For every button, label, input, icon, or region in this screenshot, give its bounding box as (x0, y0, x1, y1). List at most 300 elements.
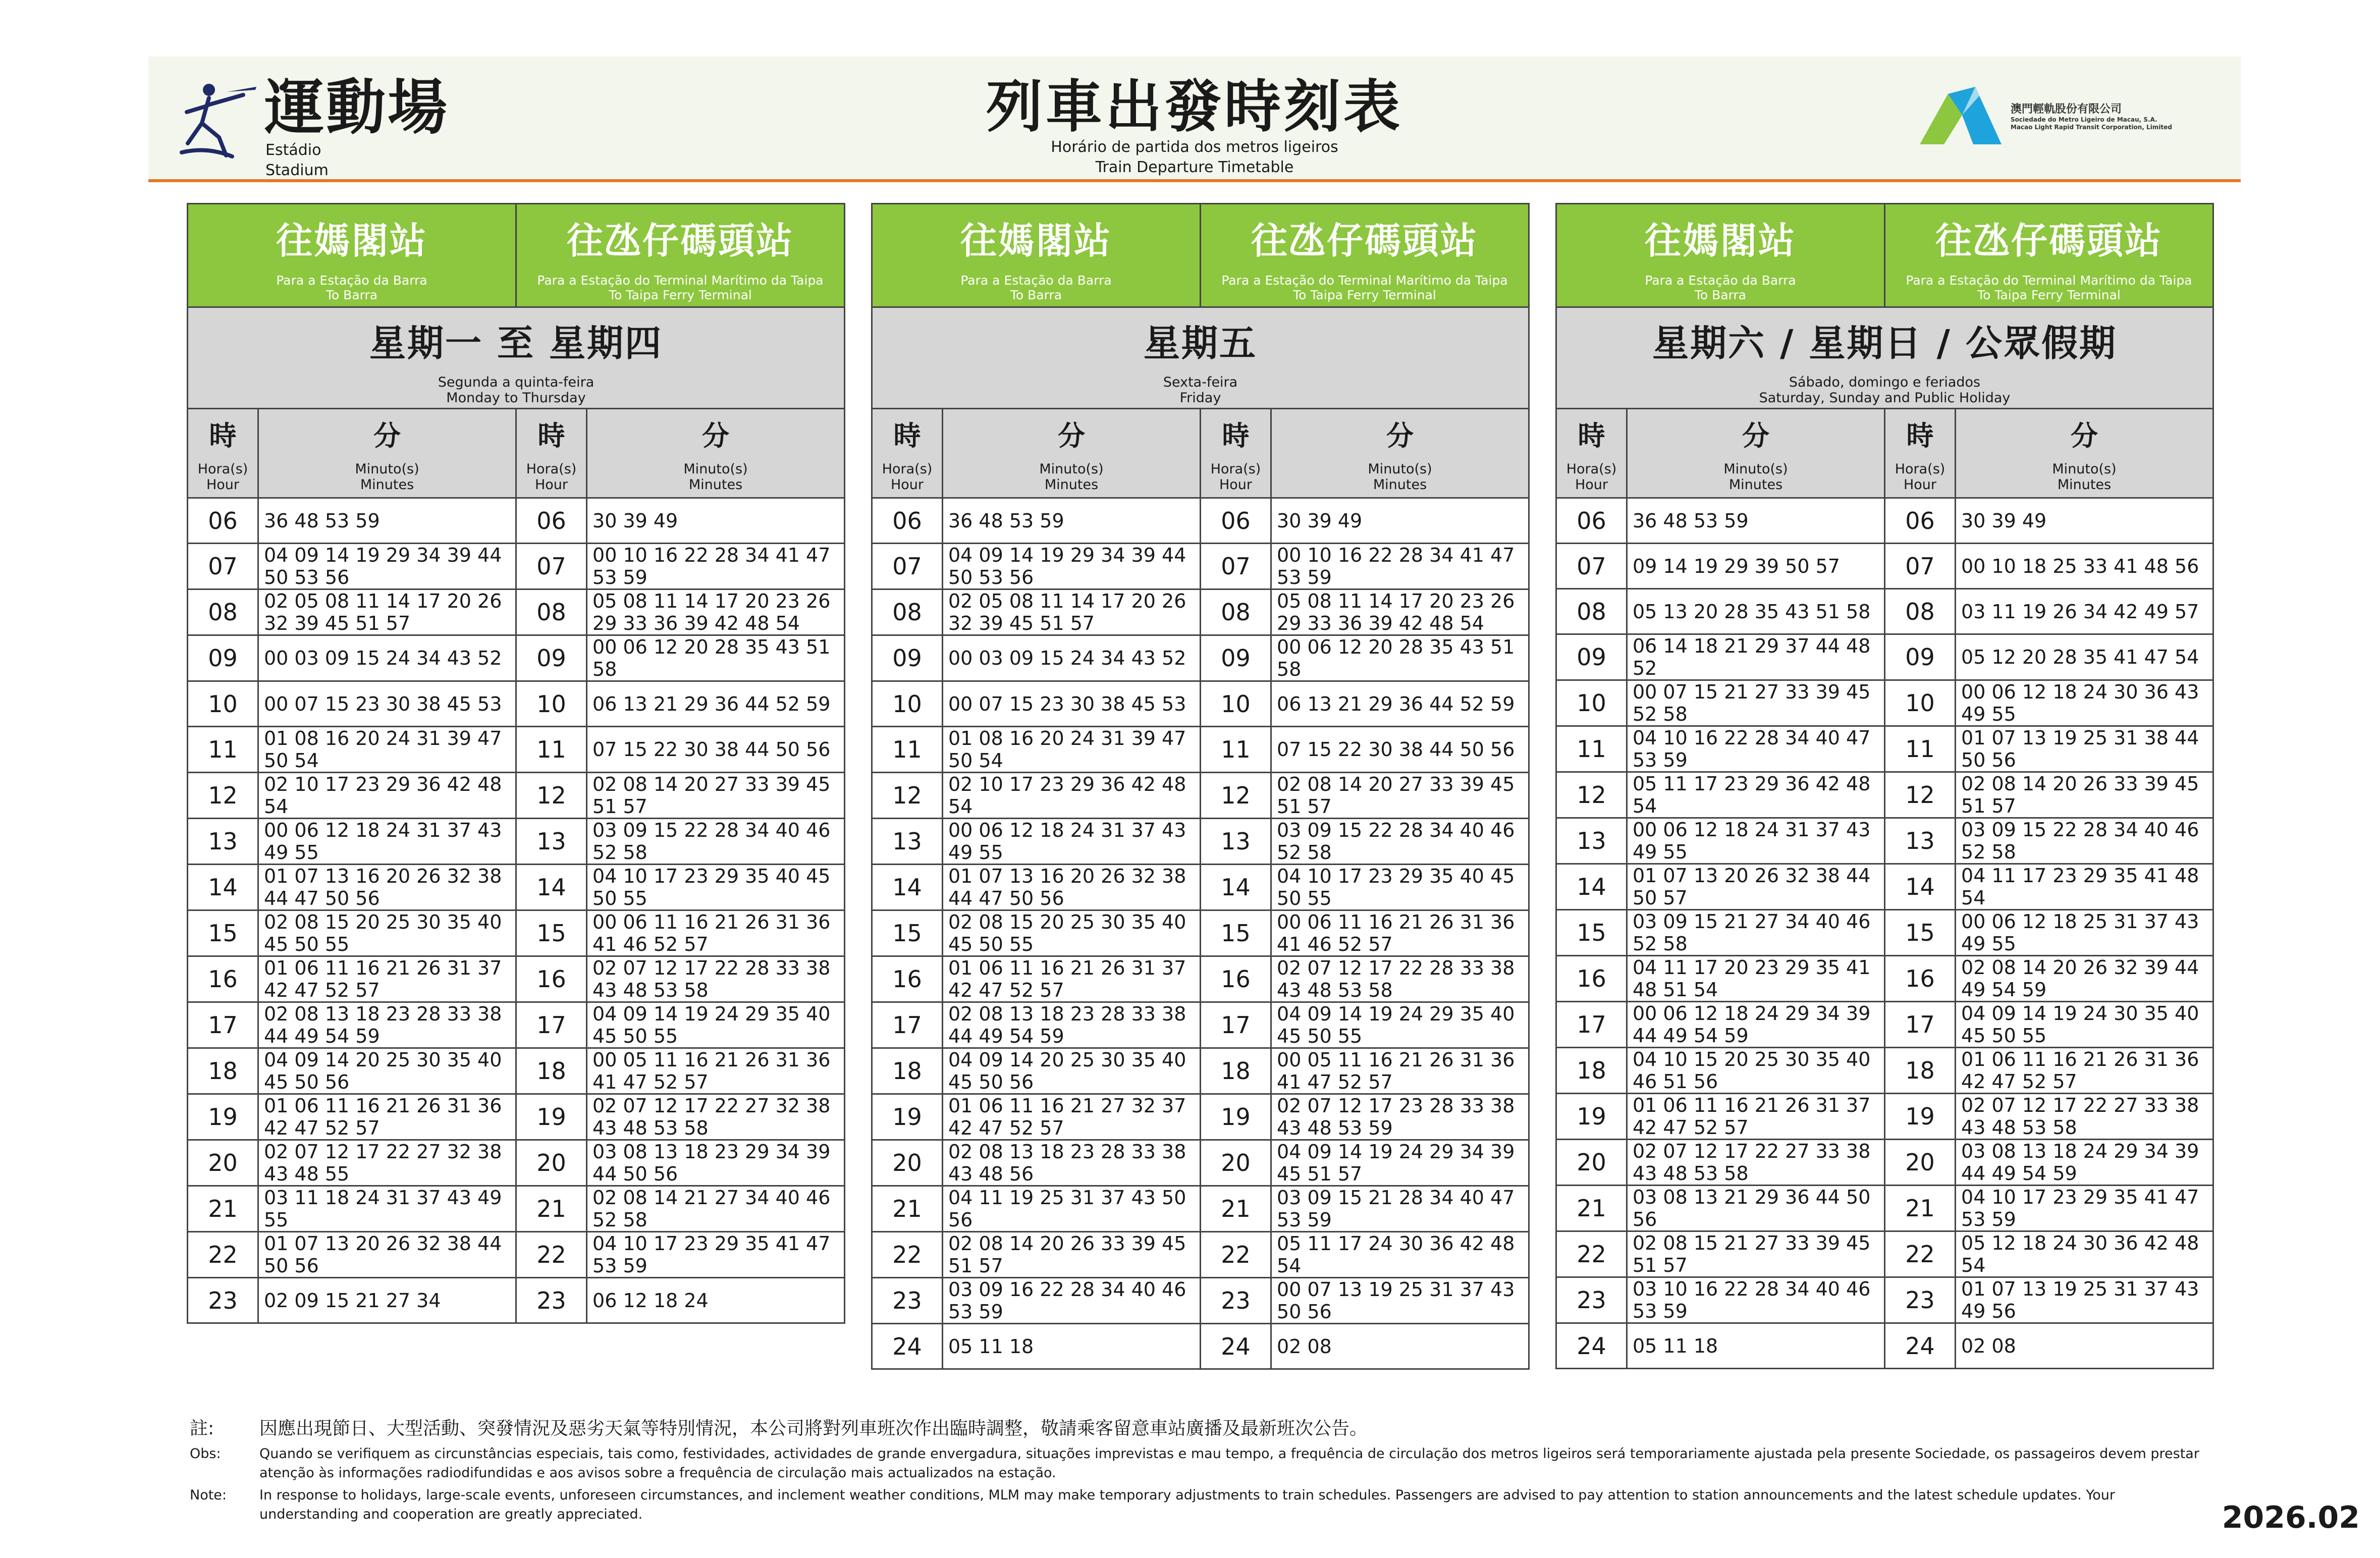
hour-header-en: Hour (1575, 477, 1608, 493)
hour-cell: 08 (188, 589, 258, 635)
minutes-cell-barra: 01 06 11 16 21 26 31 37 42 47 52 57 (1627, 1094, 1885, 1140)
hour-header-en: Hour (1219, 477, 1253, 493)
minutes-cell-barra: 00 06 12 18 24 31 37 43 49 55 (943, 819, 1201, 865)
hour-column-header (1885, 409, 1956, 498)
hour-cell: 22 (1885, 1231, 1956, 1277)
hour-cell: 09 (1201, 635, 1271, 681)
hour-cell: 08 (872, 589, 943, 635)
min-header-pt: Minuto(s) (683, 461, 748, 477)
hour-cell: 19 (188, 1094, 258, 1140)
hour-cell: 13 (1201, 819, 1271, 865)
table-row (188, 1140, 845, 1186)
minutes-cell-barra: 02 08 15 20 25 30 35 40 45 50 55 (943, 910, 1201, 956)
company-name-zh: 澳門輕軌股份有限公司 (2011, 103, 2122, 116)
hour-header-en: Hour (1903, 477, 1937, 493)
minutes-cell-barra: 02 09 15 21 27 34 (258, 1278, 516, 1323)
minutes-cell-barra: 02 07 12 17 22 27 32 38 43 48 55 (258, 1140, 516, 1186)
minutes-cell-barra: 06 14 18 21 29 37 44 48 52 (1627, 634, 1885, 680)
minutes-cell-taipa: 03 08 13 18 24 29 34 39 44 49 54 59 (1956, 1140, 2213, 1186)
note-text-pt: Quando se verifiquem as circunstâncias especiais, tais como, festividades, actividades de grande envergadura, situações imprevistas e mau tempo, a frequência de circulação dos metros ligeiros será temporariamente ajustada pela presente Sociedade, os passageiros devem prestar atenção às informações radiodifundidas e aos avisos sobre a frequência de circulação mais actualizados na estação. (259, 1446, 2199, 1481)
table-row (872, 910, 1529, 956)
company-name-en: Macao Light Rapid Transit Corporation, Limited (2011, 124, 2172, 131)
station-name-pt: Estádio (265, 141, 321, 159)
min-header-pt: Minuto(s) (1039, 461, 1104, 477)
hour-cell: 21 (1201, 1186, 1271, 1232)
hour-cell: 14 (1885, 864, 1956, 910)
minutes-cell-taipa: 02 07 12 17 22 27 32 38 43 48 53 58 (587, 1094, 845, 1140)
hour-cell: 07 (1885, 544, 1956, 589)
direction-name-pt: Para a Estação do Terminal Marítimo da Taipa (537, 273, 824, 288)
table-row (188, 956, 845, 1002)
minutes-cell-taipa: 02 08 14 20 26 33 39 45 51 57 (1956, 772, 2213, 818)
table-row (188, 727, 845, 773)
hour-header-pt: Hora(s) (526, 461, 577, 477)
table-row (1556, 956, 2213, 1002)
hour-cell: 12 (1556, 772, 1627, 818)
minutes-cell-barra: 03 09 15 21 27 34 40 46 52 58 (1627, 910, 1885, 956)
min-header-pt: Minuto(s) (1368, 461, 1432, 477)
hour-cell: 20 (1201, 1140, 1271, 1186)
hour-header-zh: 時 (1906, 420, 1934, 452)
hour-cell: 18 (1556, 1048, 1627, 1094)
hour-cell: 07 (188, 544, 258, 589)
min-header-pt: Minuto(s) (1723, 461, 1788, 477)
table-row (872, 635, 1529, 681)
minutes-cell-taipa: 00 06 12 20 28 35 43 51 58 (1271, 635, 1529, 681)
table-row (188, 1232, 845, 1278)
minutes-cell-taipa: 00 10 16 22 28 34 41 47 53 59 (1271, 544, 1529, 589)
hour-header-pt: Hora(s) (882, 461, 933, 477)
direction-name-zh: 往氹仔碼頭站 (567, 220, 794, 262)
table-row (188, 498, 845, 544)
table-row (872, 589, 1529, 635)
table-row (1556, 726, 2213, 772)
hour-column-header (872, 409, 943, 498)
table-row (872, 1232, 1529, 1278)
minutes-cell-barra: 04 10 15 20 25 30 35 40 46 51 56 (1627, 1048, 1885, 1094)
min-header-pt: Minuto(s) (355, 461, 419, 477)
table-row (1556, 1094, 2213, 1140)
direction-name-en: To Barra (1010, 288, 1062, 302)
table-row (1556, 864, 2213, 910)
table-row (1556, 818, 2213, 864)
direction-name-pt: Para a Estação da Barra (276, 273, 427, 288)
hour-cell: 19 (1885, 1094, 1956, 1140)
direction-name-zh: 往氹仔碼頭站 (1935, 220, 2163, 262)
table-row (188, 1186, 845, 1232)
hour-cell: 10 (872, 681, 943, 727)
hour-cell: 16 (516, 956, 587, 1002)
hour-cell: 14 (516, 865, 587, 910)
minutes-cell-taipa: 00 05 11 16 21 26 31 36 41 47 52 57 (587, 1048, 845, 1094)
hour-cell: 16 (1556, 956, 1627, 1002)
day-type-zh: 星期五 (1144, 322, 1258, 364)
table-row (1556, 1323, 2213, 1369)
minutes-cell-barra: 09 14 19 29 39 50 57 (1627, 544, 1885, 589)
table-row (872, 498, 1529, 544)
table-row (188, 1094, 845, 1140)
minutes-cell-barra: 00 07 15 23 30 38 45 53 (943, 681, 1201, 727)
direction-header (1556, 204, 1885, 307)
minutes-cell-barra: 00 03 09 15 24 34 43 52 (258, 635, 516, 681)
note-text-zh: 因應出現節日、大型活動、突發情況及惡劣天氣等特別情況，本公司將對列車班次作出臨時調整，敬請乘客留意車站廣播及最新班次公告。 (259, 1418, 1368, 1439)
hour-cell: 17 (872, 1002, 943, 1048)
minutes-cell-barra: 01 07 13 16 20 26 32 38 44 47 50 56 (258, 865, 516, 910)
minutes-cell-taipa: 06 13 21 29 36 44 52 59 (1271, 681, 1529, 727)
hour-cell: 12 (872, 773, 943, 819)
table-row (872, 773, 1529, 819)
minutes-cell-taipa: 05 11 17 24 30 36 42 48 54 (1271, 1232, 1529, 1278)
table-row (188, 1278, 845, 1323)
hour-cell: 23 (1556, 1277, 1627, 1323)
hour-column-header (516, 409, 587, 498)
hour-cell: 15 (872, 910, 943, 956)
company-name-pt: Sociedade do Metro Ligeiro de Macau, S.A. (2011, 116, 2157, 123)
hour-cell: 10 (1556, 680, 1627, 726)
hour-cell: 22 (1201, 1232, 1271, 1278)
direction-name-en: To Barra (326, 288, 378, 302)
hour-cell: 20 (516, 1140, 587, 1186)
minutes-column-header (258, 409, 516, 498)
minutes-cell-barra: 03 11 18 24 31 37 43 49 55 (258, 1186, 516, 1232)
hour-cell: 11 (516, 727, 587, 773)
hour-cell: 14 (1201, 865, 1271, 910)
direction-name-zh: 往媽閣站 (276, 220, 428, 262)
hour-cell: 13 (516, 819, 587, 865)
hour-cell: 18 (1201, 1048, 1271, 1094)
table-row (872, 819, 1529, 865)
table-row (872, 1278, 1529, 1324)
hour-cell: 15 (1556, 910, 1627, 956)
minutes-cell-barra: 01 07 13 16 20 26 32 38 44 47 50 56 (943, 865, 1201, 910)
minutes-cell-barra: 04 09 14 20 25 30 35 40 45 50 56 (258, 1048, 516, 1094)
hour-cell: 17 (1885, 1002, 1956, 1048)
hour-header-pt: Hora(s) (1895, 461, 1945, 477)
minutes-cell-barra: 02 10 17 23 29 36 42 48 54 (258, 773, 516, 819)
minutes-cell-taipa: 05 08 11 14 17 20 23 26 29 33 36 39 42 48 54 (587, 589, 845, 635)
day-type-zh: 星期一 至 星期四 (369, 322, 663, 364)
station-name-zh: 運動場 (264, 73, 450, 142)
minutes-column-header (1271, 409, 1529, 498)
minutes-column-header (587, 409, 845, 498)
table-row (188, 1048, 845, 1094)
hour-cell: 07 (516, 544, 587, 589)
minutes-cell-barra: 01 08 16 20 24 31 39 47 50 54 (943, 727, 1201, 773)
hour-cell: 16 (872, 956, 943, 1002)
table-row (188, 589, 845, 635)
hour-cell: 15 (1201, 910, 1271, 956)
page-title: 列車出發時刻表 (986, 74, 1403, 140)
hour-cell: 23 (1885, 1277, 1956, 1323)
table-row (188, 544, 845, 589)
minutes-cell-taipa: 02 08 14 20 27 33 39 45 51 57 (587, 773, 845, 819)
table-row (1556, 544, 2213, 589)
timetable-block (1555, 203, 2212, 1369)
hour-cell: 11 (1556, 726, 1627, 772)
direction-header (1201, 204, 1529, 307)
minutes-cell-taipa: 05 12 18 24 30 36 42 48 54 (1956, 1231, 2213, 1277)
minutes-cell-barra: 00 03 09 15 24 34 43 52 (943, 635, 1201, 681)
hour-cell: 09 (1556, 634, 1627, 680)
minutes-cell-taipa: 30 39 49 (1271, 498, 1529, 544)
table-row (188, 865, 845, 910)
minutes-cell-taipa: 05 12 20 28 35 41 47 54 (1956, 634, 2213, 680)
hour-cell: 06 (1556, 498, 1627, 544)
min-header-en: Minutes (360, 477, 414, 493)
hour-cell: 11 (1885, 726, 1956, 772)
hour-cell: 23 (188, 1278, 258, 1323)
minutes-cell-barra: 01 08 16 20 24 31 39 47 50 54 (258, 727, 516, 773)
minutes-cell-taipa: 06 12 18 24 (587, 1278, 845, 1323)
hour-cell: 17 (516, 1002, 587, 1048)
direction-name-zh: 往媽閣站 (1645, 220, 1797, 262)
min-header-en: Minutes (688, 477, 743, 493)
table-row (872, 1002, 1529, 1048)
minutes-cell-taipa: 04 10 17 23 29 35 41 47 53 59 (1956, 1186, 2213, 1231)
table-row (1556, 1186, 2213, 1231)
day-type-zh: 星期六 / 星期日 / 公眾假期 (1652, 322, 2117, 364)
table-row (1556, 1231, 2213, 1277)
minutes-cell-barra: 01 06 11 16 21 27 32 37 42 47 52 57 (943, 1094, 1201, 1140)
timetable (187, 203, 845, 1324)
day-type-en: Friday (1179, 390, 1221, 406)
minutes-cell-barra: 03 08 13 21 29 36 44 50 56 (1627, 1186, 1885, 1231)
table-row (188, 910, 845, 956)
min-header-en: Minutes (1373, 477, 1427, 493)
hour-header-en: Hour (534, 477, 568, 493)
day-type-header (872, 307, 1529, 409)
timetable-block (871, 203, 1528, 1370)
version-label: 2026.02 (2222, 1500, 2360, 1535)
hour-cell: 06 (872, 498, 943, 544)
hour-cell: 23 (872, 1278, 943, 1324)
direction-header (188, 204, 516, 307)
hour-cell: 24 (1885, 1323, 1956, 1369)
hour-cell: 10 (1885, 680, 1956, 726)
minutes-cell-taipa: 02 08 (1271, 1324, 1529, 1369)
minutes-cell-taipa: 02 08 14 20 27 33 39 45 51 57 (1271, 773, 1529, 819)
table-row (872, 1186, 1529, 1232)
hour-cell: 14 (872, 865, 943, 910)
hour-cell: 12 (188, 773, 258, 819)
note-label-en: Note: (190, 1487, 227, 1503)
hour-cell: 06 (1885, 498, 1956, 544)
hour-cell: 16 (1885, 956, 1956, 1002)
direction-header (1885, 204, 2213, 307)
minutes-cell-barra: 01 06 11 16 21 26 31 37 42 47 52 57 (258, 956, 516, 1002)
minutes-cell-taipa: 04 09 14 19 24 29 35 40 45 50 55 (1271, 1002, 1529, 1048)
minutes-cell-taipa: 03 09 15 22 28 34 40 46 52 58 (587, 819, 845, 865)
direction-name-zh: 往媽閣站 (960, 220, 1112, 262)
hour-column-header (1556, 409, 1627, 498)
minutes-cell-taipa: 03 09 15 22 28 34 40 46 52 58 (1271, 819, 1529, 865)
hour-cell: 06 (516, 498, 587, 544)
hour-column-header (1201, 409, 1271, 498)
hour-cell: 17 (188, 1002, 258, 1048)
minutes-cell-barra: 04 11 19 25 31 37 43 50 56 (943, 1186, 1201, 1232)
hour-cell: 12 (516, 773, 587, 819)
minutes-cell-taipa: 00 06 11 16 21 26 31 36 41 46 52 57 (1271, 910, 1529, 956)
note-text-en: In response to holidays, large-scale events, unforeseen circumstances, and inclement weather conditions, MLM may make temporary adjustments to train schedules. Passengers are advised to pay attention to station announcements and the latest schedule updates. Your understanding and cooperation are greatly appreciated. (259, 1487, 2116, 1522)
table-row (188, 819, 845, 865)
table-row (1556, 589, 2213, 634)
table-row (1556, 680, 2213, 726)
minutes-cell-barra: 01 06 11 16 21 26 31 36 42 47 52 57 (258, 1094, 516, 1140)
page-header (148, 57, 2241, 182)
direction-header (516, 204, 845, 307)
minutes-cell-taipa: 04 09 14 19 24 30 35 40 45 50 55 (1956, 1002, 2213, 1048)
hour-cell: 19 (1556, 1094, 1627, 1140)
minutes-cell-taipa: 00 07 13 19 25 31 37 43 50 56 (1271, 1278, 1529, 1324)
hour-cell: 19 (1201, 1094, 1271, 1140)
timetable (871, 203, 1530, 1370)
hour-cell: 21 (188, 1186, 258, 1232)
minutes-cell-taipa: 03 09 15 21 28 34 40 47 53 59 (1271, 1186, 1529, 1232)
minutes-cell-barra: 00 06 12 18 24 31 37 43 49 55 (258, 819, 516, 865)
hour-cell: 22 (1556, 1231, 1627, 1277)
hour-cell: 13 (1885, 818, 1956, 864)
minutes-cell-barra: 02 08 14 20 26 33 39 45 51 57 (943, 1232, 1201, 1278)
direction-name-en: To Taipa Ferry Terminal (1977, 288, 2121, 302)
minutes-cell-barra: 05 11 18 (943, 1324, 1201, 1369)
minutes-cell-barra: 02 08 13 18 23 28 33 38 44 49 54 59 (943, 1002, 1201, 1048)
hour-cell: 18 (188, 1048, 258, 1094)
hour-cell: 11 (872, 727, 943, 773)
hour-cell: 13 (1556, 818, 1627, 864)
minutes-cell-barra: 04 09 14 19 29 34 39 44 50 53 56 (943, 544, 1201, 589)
table-row (872, 1324, 1529, 1369)
table-row (872, 681, 1529, 727)
hour-cell: 12 (1885, 772, 1956, 818)
hour-cell: 09 (188, 635, 258, 681)
notes (190, 1416, 2203, 1527)
table-row (188, 681, 845, 727)
hour-cell: 21 (516, 1186, 587, 1232)
title-en: Train Departure Timetable (1095, 158, 1294, 176)
minutes-cell-taipa: 04 10 17 23 29 35 40 45 50 55 (587, 865, 845, 910)
minutes-cell-taipa: 07 15 22 30 38 44 50 56 (1271, 727, 1529, 773)
timetable (1555, 203, 2214, 1369)
hour-cell: 16 (188, 956, 258, 1002)
minutes-cell-taipa: 00 10 16 22 28 34 41 47 53 59 (587, 544, 845, 589)
min-header-zh: 分 (702, 420, 730, 452)
minutes-cell-barra: 00 06 12 18 24 31 37 43 49 55 (1627, 818, 1885, 864)
table-row (1556, 1277, 2213, 1323)
minutes-cell-taipa: 00 06 11 16 21 26 31 36 41 46 52 57 (587, 910, 845, 956)
minutes-column-header (1956, 409, 2213, 498)
minutes-cell-taipa: 04 09 14 19 24 29 34 39 45 51 57 (1271, 1140, 1529, 1186)
hour-cell: 08 (1556, 589, 1627, 634)
minutes-cell-barra: 04 09 14 20 25 30 35 40 45 50 56 (943, 1048, 1201, 1094)
hour-header-pt: Hora(s) (1566, 461, 1617, 477)
minutes-cell-taipa: 02 08 14 21 27 34 40 46 52 58 (587, 1186, 845, 1232)
table-row (872, 1048, 1529, 1094)
min-header-pt: Minuto(s) (2052, 461, 2117, 477)
minutes-cell-taipa: 03 11 19 26 34 42 49 57 (1956, 589, 2213, 634)
day-type-pt: Sexta-feira (1163, 374, 1238, 390)
minutes-cell-taipa: 01 07 13 19 25 31 38 44 50 56 (1956, 726, 2213, 772)
minutes-cell-taipa: 02 07 12 17 22 27 33 38 43 48 53 58 (1956, 1094, 2213, 1140)
minutes-cell-barra: 05 13 20 28 35 43 51 58 (1627, 589, 1885, 634)
hour-cell: 11 (1201, 727, 1271, 773)
direction-name-pt: Para a Estação do Terminal Marítimo da Taipa (1906, 273, 2192, 288)
hour-cell: 07 (1201, 544, 1271, 589)
hour-header-en: Hour (206, 477, 240, 493)
hour-cell: 06 (188, 498, 258, 544)
minutes-cell-barra: 36 48 53 59 (258, 498, 516, 544)
direction-name-en: To Taipa Ferry Terminal (609, 288, 752, 302)
hour-cell: 07 (1556, 544, 1627, 589)
minutes-cell-barra: 03 10 16 22 28 34 40 46 53 59 (1627, 1277, 1885, 1323)
minutes-cell-barra: 36 48 53 59 (1627, 498, 1885, 544)
minutes-cell-barra: 02 05 08 11 14 17 20 26 32 39 45 51 57 (943, 589, 1201, 635)
minutes-cell-taipa: 04 09 14 19 24 29 35 40 45 50 55 (587, 1002, 845, 1048)
hour-cell: 13 (188, 819, 258, 865)
minutes-cell-barra: 03 09 16 22 28 34 40 46 53 59 (943, 1278, 1201, 1324)
hour-cell: 20 (1885, 1140, 1956, 1186)
table-row (1556, 1002, 2213, 1048)
hour-cell: 10 (1201, 681, 1271, 727)
day-type-en: Monday to Thursday (446, 390, 586, 406)
min-header-en: Minutes (1728, 477, 1783, 493)
hour-cell: 24 (1201, 1324, 1271, 1369)
minutes-cell-taipa: 04 11 17 23 29 35 41 48 54 (1956, 864, 2213, 910)
table-row (1556, 498, 2213, 544)
minutes-cell-barra: 02 10 17 23 29 36 42 48 54 (943, 773, 1201, 819)
hour-cell: 17 (1556, 1002, 1627, 1048)
hour-column-header (188, 409, 258, 498)
hour-cell: 08 (1885, 589, 1956, 634)
direction-name-en: To Taipa Ferry Terminal (1293, 288, 1436, 302)
title-pt: Horário de partida dos metros ligeiros (1051, 138, 1338, 156)
minutes-cell-taipa: 02 07 12 17 22 28 33 38 43 48 53 58 (1271, 956, 1529, 1002)
direction-name-pt: Para a Estação do Terminal Marítimo da Taipa (1221, 273, 1508, 288)
day-type-en: Saturday, Sunday and Public Holiday (1759, 390, 2011, 406)
hour-cell: 08 (516, 589, 587, 635)
day-type-pt: Segunda a quinta-feira (438, 374, 594, 390)
minutes-cell-taipa: 02 08 14 20 26 32 39 44 49 54 59 (1956, 956, 2213, 1002)
hour-cell: 20 (872, 1140, 943, 1186)
hour-cell: 08 (1201, 589, 1271, 635)
hour-cell: 12 (1201, 773, 1271, 819)
minutes-cell-taipa: 04 10 17 23 29 35 40 45 50 55 (1271, 865, 1529, 910)
minutes-cell-taipa: 02 07 12 17 23 28 33 38 43 48 53 59 (1271, 1094, 1529, 1140)
hour-header-zh: 時 (1578, 420, 1605, 452)
table-row (872, 1094, 1529, 1140)
minutes-cell-taipa: 01 07 13 19 25 31 37 43 49 56 (1956, 1277, 2213, 1323)
hour-header-zh: 時 (537, 420, 565, 452)
table-row (1556, 634, 2213, 680)
hour-cell: 07 (872, 544, 943, 589)
table-row (872, 1140, 1529, 1186)
minutes-column-header (943, 409, 1201, 498)
hour-cell: 24 (872, 1324, 943, 1369)
min-header-zh: 分 (1386, 420, 1414, 452)
minutes-cell-barra: 01 06 11 16 21 26 31 37 42 47 52 57 (943, 956, 1201, 1002)
direction-name-zh: 往氹仔碼頭站 (1251, 220, 1479, 262)
company-name (2011, 103, 2172, 131)
hour-cell: 23 (516, 1278, 587, 1323)
hour-cell: 18 (516, 1048, 587, 1094)
table-row (872, 865, 1529, 910)
hour-cell: 21 (872, 1186, 943, 1232)
hour-cell: 19 (516, 1094, 587, 1140)
min-header-zh: 分 (1058, 420, 1085, 452)
hour-cell: 09 (872, 635, 943, 681)
table-row (1556, 1140, 2213, 1186)
hour-cell: 19 (872, 1094, 943, 1140)
minutes-cell-barra: 02 08 13 18 23 28 33 38 44 49 54 59 (258, 1002, 516, 1048)
